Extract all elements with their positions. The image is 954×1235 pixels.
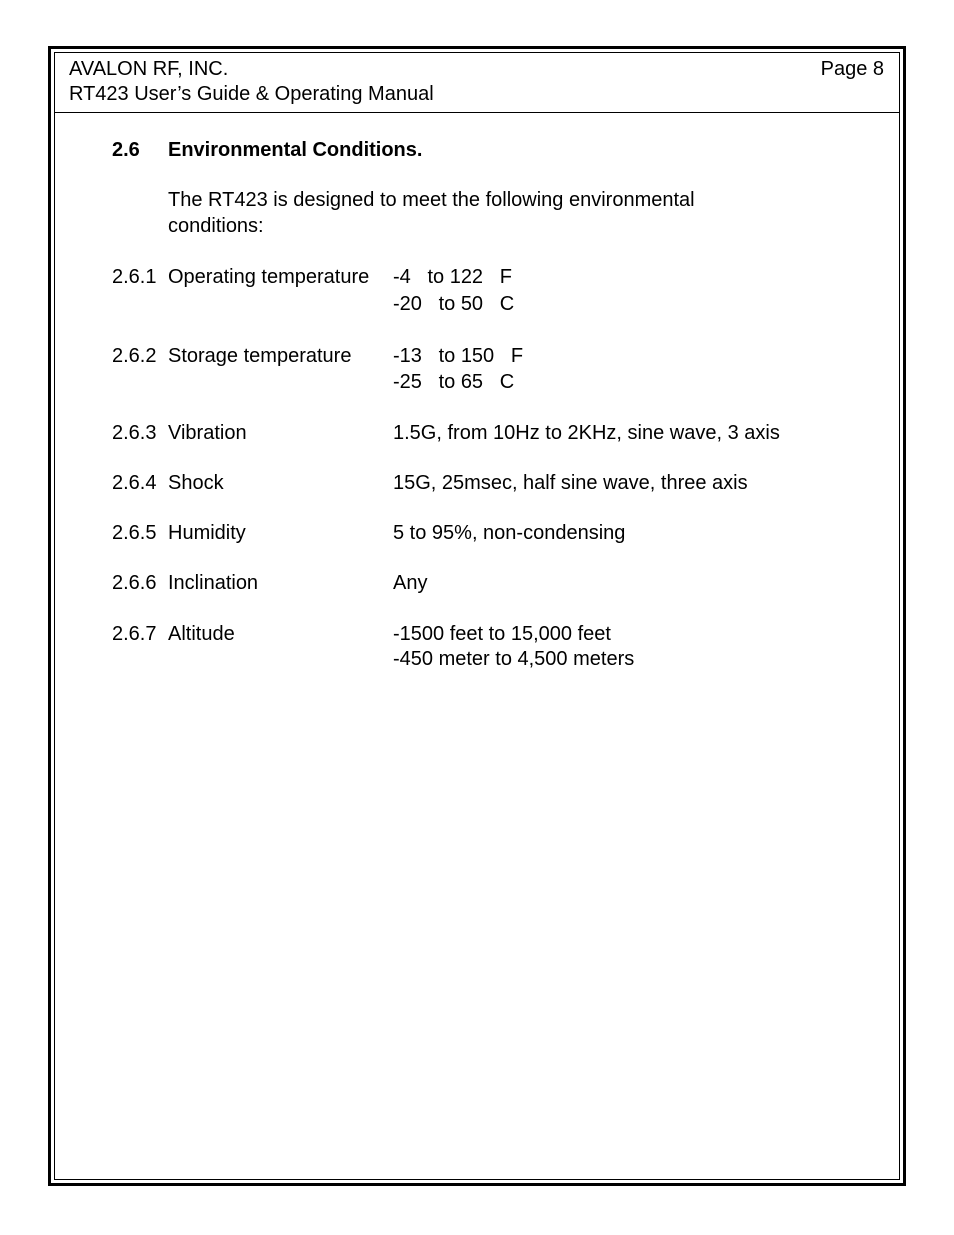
page-header — [54, 52, 900, 113]
manual-title: RT423 User’s Guide & Operating Manual — [69, 83, 434, 105]
spec-label: Vibration — [168, 422, 247, 444]
spec-value: -450 meter to 4,500 meters — [393, 648, 635, 670]
spec-number: 2.6.7 — [112, 623, 157, 645]
spec-value: -25 to 65 C — [393, 371, 515, 393]
spec-label: Shock — [168, 472, 224, 494]
spec-value: -13 to 150 F — [393, 345, 524, 367]
spec-label: Altitude — [168, 623, 235, 645]
spec-label: Storage temperature — [168, 345, 352, 367]
spec-number: 2.6.3 — [112, 422, 157, 444]
page-number: Page 8 — [820, 58, 884, 80]
spec-value: 5 to 95%, non-condensing — [393, 522, 626, 544]
spec-number: 2.6.5 — [112, 522, 157, 544]
spec-label: Humidity — [168, 522, 246, 544]
spec-number: 2.6.6 — [112, 572, 157, 594]
intro-text-line-1: The RT423 is designed to meet the following environmental — [168, 189, 695, 211]
spec-value: 15G, 25msec, half sine wave, three axis — [393, 472, 748, 494]
company-name: AVALON RF, INC. — [69, 58, 229, 80]
section-number: 2.6 — [112, 139, 140, 161]
spec-value: Any — [393, 572, 428, 594]
section-title: Environmental Conditions. — [168, 139, 423, 161]
spec-number: 2.6.1 — [112, 266, 157, 288]
spec-label: Inclination — [168, 572, 259, 594]
spec-value: 1.5G, from 10Hz to 2KHz, sine wave, 3 axis — [393, 422, 780, 444]
spec-value: -1500 feet to 15,000 feet — [393, 623, 611, 645]
spec-value: -4 to 122 F — [393, 266, 512, 288]
spec-value: -20 to 50 C — [393, 293, 515, 315]
intro-text-line-2: conditions: — [168, 215, 264, 237]
spec-number: 2.6.2 — [112, 345, 157, 367]
spec-label: Operating temperature — [168, 266, 370, 288]
spec-number: 2.6.4 — [112, 472, 157, 494]
